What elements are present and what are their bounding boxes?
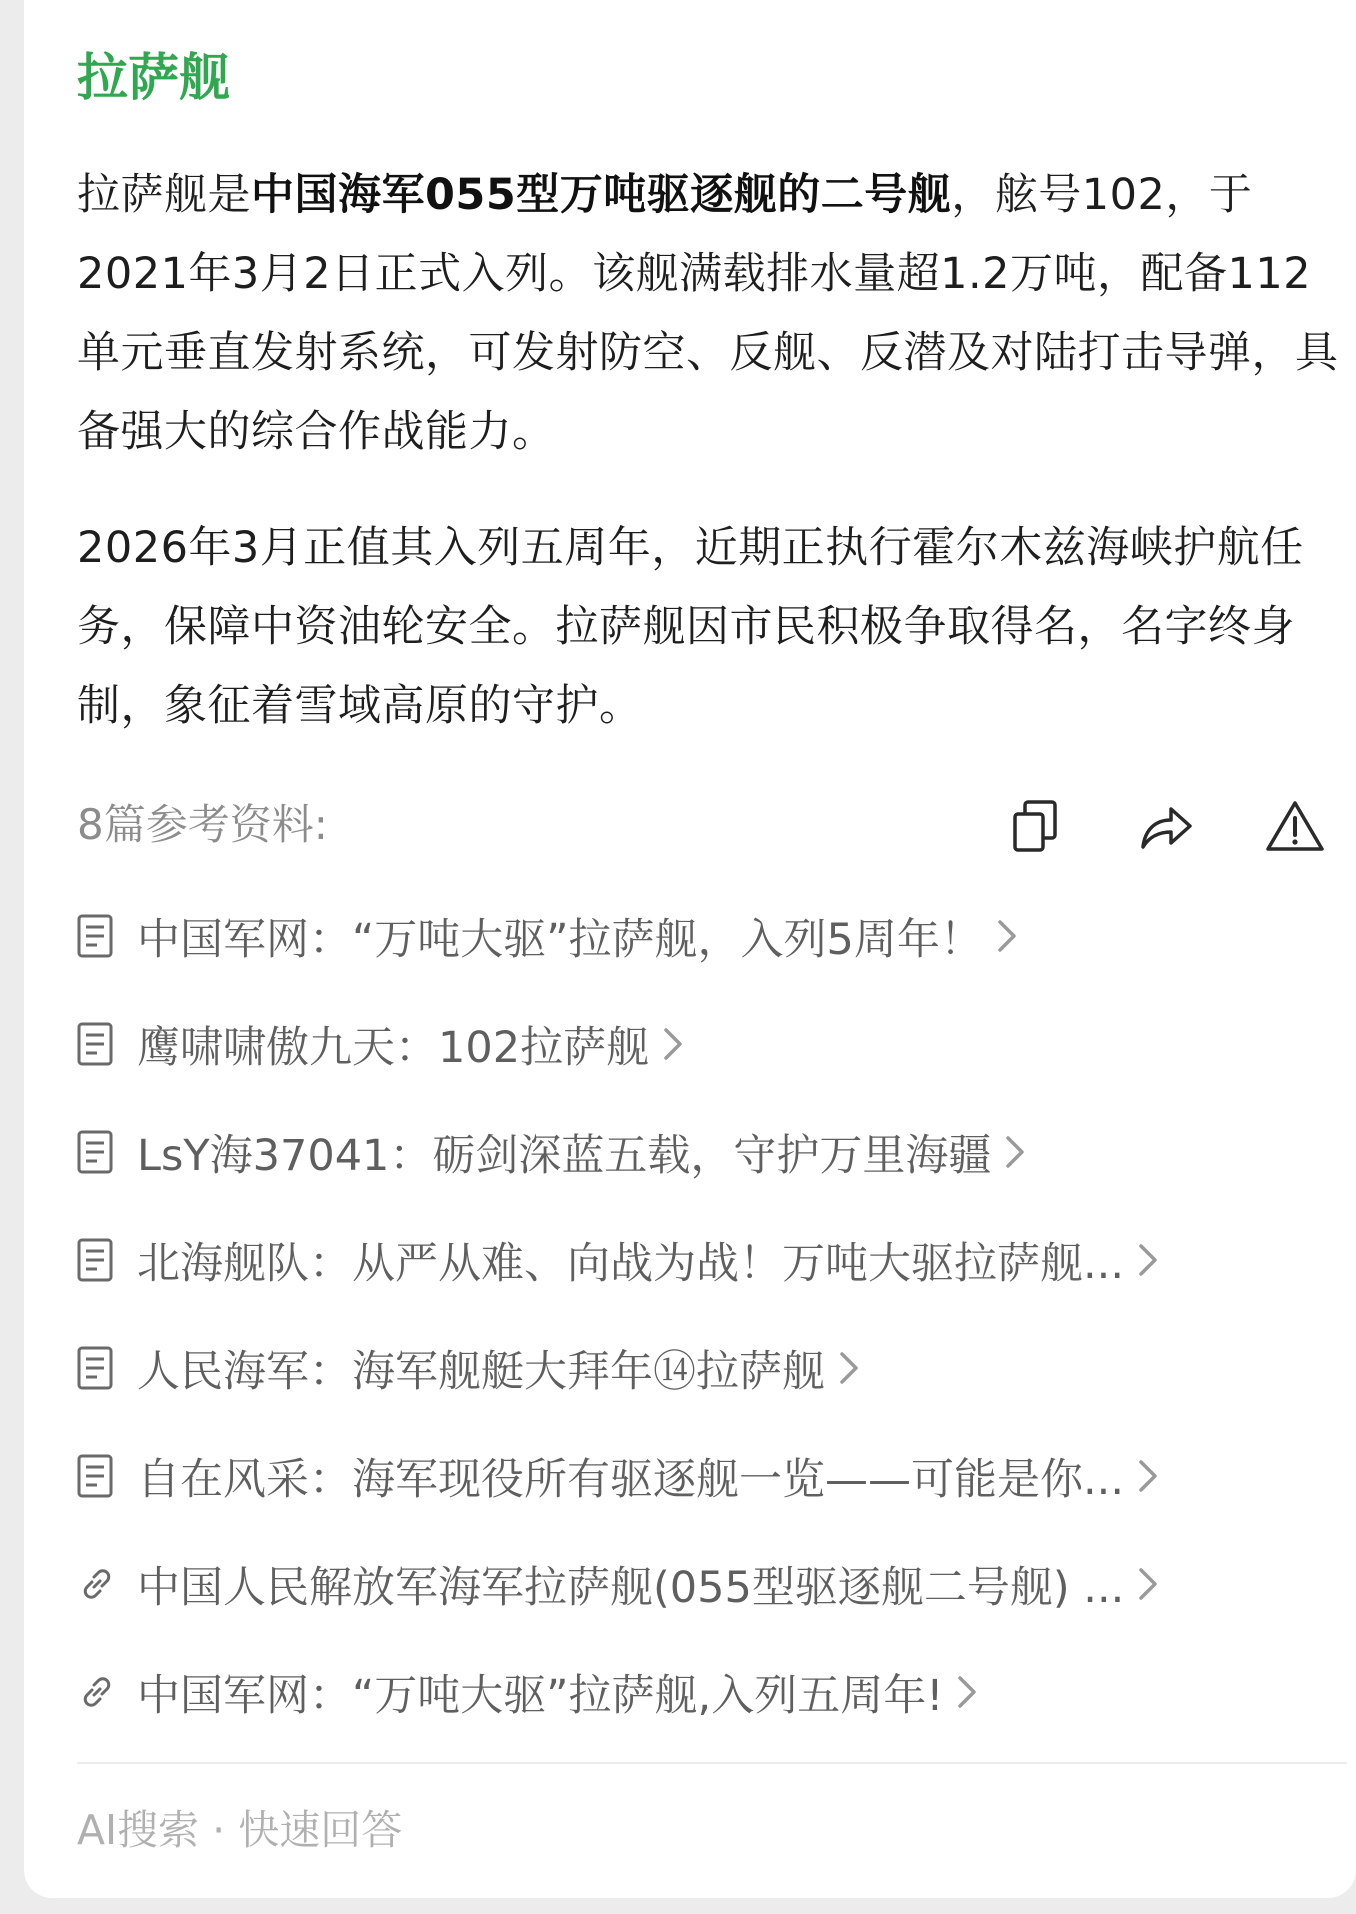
document-icon [77,910,119,962]
document-icon [77,1342,119,1394]
copy-button[interactable] [999,790,1071,862]
chevron-right-icon [663,1022,693,1066]
reference-title: 自在风采：海军现役所有驱逐舰一览——可能是你... [137,1454,1125,1505]
footer-caption: AI搜索 · 快速回答 [77,1806,403,1854]
warning-icon [1266,800,1324,852]
chevron-right-icon [839,1346,869,1390]
chevron-right-icon [957,1670,987,1714]
reference-item[interactable] [77,990,1347,1098]
reference-item[interactable] [77,882,1347,990]
answer-paragraph-1 [77,156,1347,472]
reference-title: 中国军网：“万吨大驱”拉萨舰,入列五周年! [137,1670,944,1721]
reference-title: LsY海37041：砺剑深蓝五载，守护万里海疆 [137,1130,992,1181]
reference-item[interactable] [77,1638,1347,1746]
footer-divider [77,1762,1347,1764]
copy-icon [1013,800,1057,852]
answer-paragraph-2: 2026年3月正值其入列五周年，近期正执行霍尔木兹海峡护航任务，保障中资油轮安全。拉萨舰因市民积极争取得名，名字终身制，象征着雪域高原的守护。 [77,523,1304,731]
document-icon [77,1126,119,1178]
answer-card [24,0,1356,1898]
paragraph-1-text: 拉萨舰是 [77,170,251,220]
link-icon [77,1666,119,1718]
share-icon [1139,802,1193,850]
document-icon [77,1234,119,1286]
paragraph-1-highlight: 中国海军055型万吨驱逐舰的二号舰 [251,170,952,220]
chevron-right-icon [1138,1454,1168,1498]
link-icon [77,1558,119,1610]
reference-item[interactable] [77,1206,1347,1314]
reference-title: 中国军网：“万吨大驱”拉萨舰，入列5周年！ [137,914,983,965]
answer-title: 拉萨舰 [77,49,231,108]
reference-item[interactable] [77,1314,1347,1422]
document-icon [77,1018,119,1070]
reference-item[interactable] [77,1530,1347,1638]
references-header: 8篇参考资料: [77,800,328,849]
reference-title: 人民海军：海军舰艇大拜年⑭拉萨舰 [137,1346,825,1397]
reference-title: 北海舰队：从严从难、向战为战！万吨大驱拉萨舰... [137,1238,1125,1289]
chevron-right-icon [1138,1238,1168,1282]
report-button[interactable] [1259,790,1331,862]
share-button[interactable] [1130,790,1202,862]
chevron-right-icon [1005,1130,1035,1174]
reference-list [77,882,1347,1746]
reference-title: 鹰啸啸傲九天：102拉萨舰 [137,1022,650,1073]
reference-item[interactable] [77,1422,1347,1530]
paragraph-1-rest: ，舷号102，于2021年3月2日正式入列。该舰满载排水量超1.2万吨，配备112单元垂直发射系统，可发射防空、反舰、反潜及对陆打击导弹，具备强大的综合作战能力。 [77,170,1339,457]
chevron-right-icon [997,914,1027,958]
reference-item[interactable] [77,1098,1347,1206]
document-icon [77,1450,119,1502]
reference-title: 中国人民解放军海军拉萨舰(055型驱逐舰二号舰) ... [137,1562,1125,1613]
chevron-right-icon [1138,1562,1168,1606]
